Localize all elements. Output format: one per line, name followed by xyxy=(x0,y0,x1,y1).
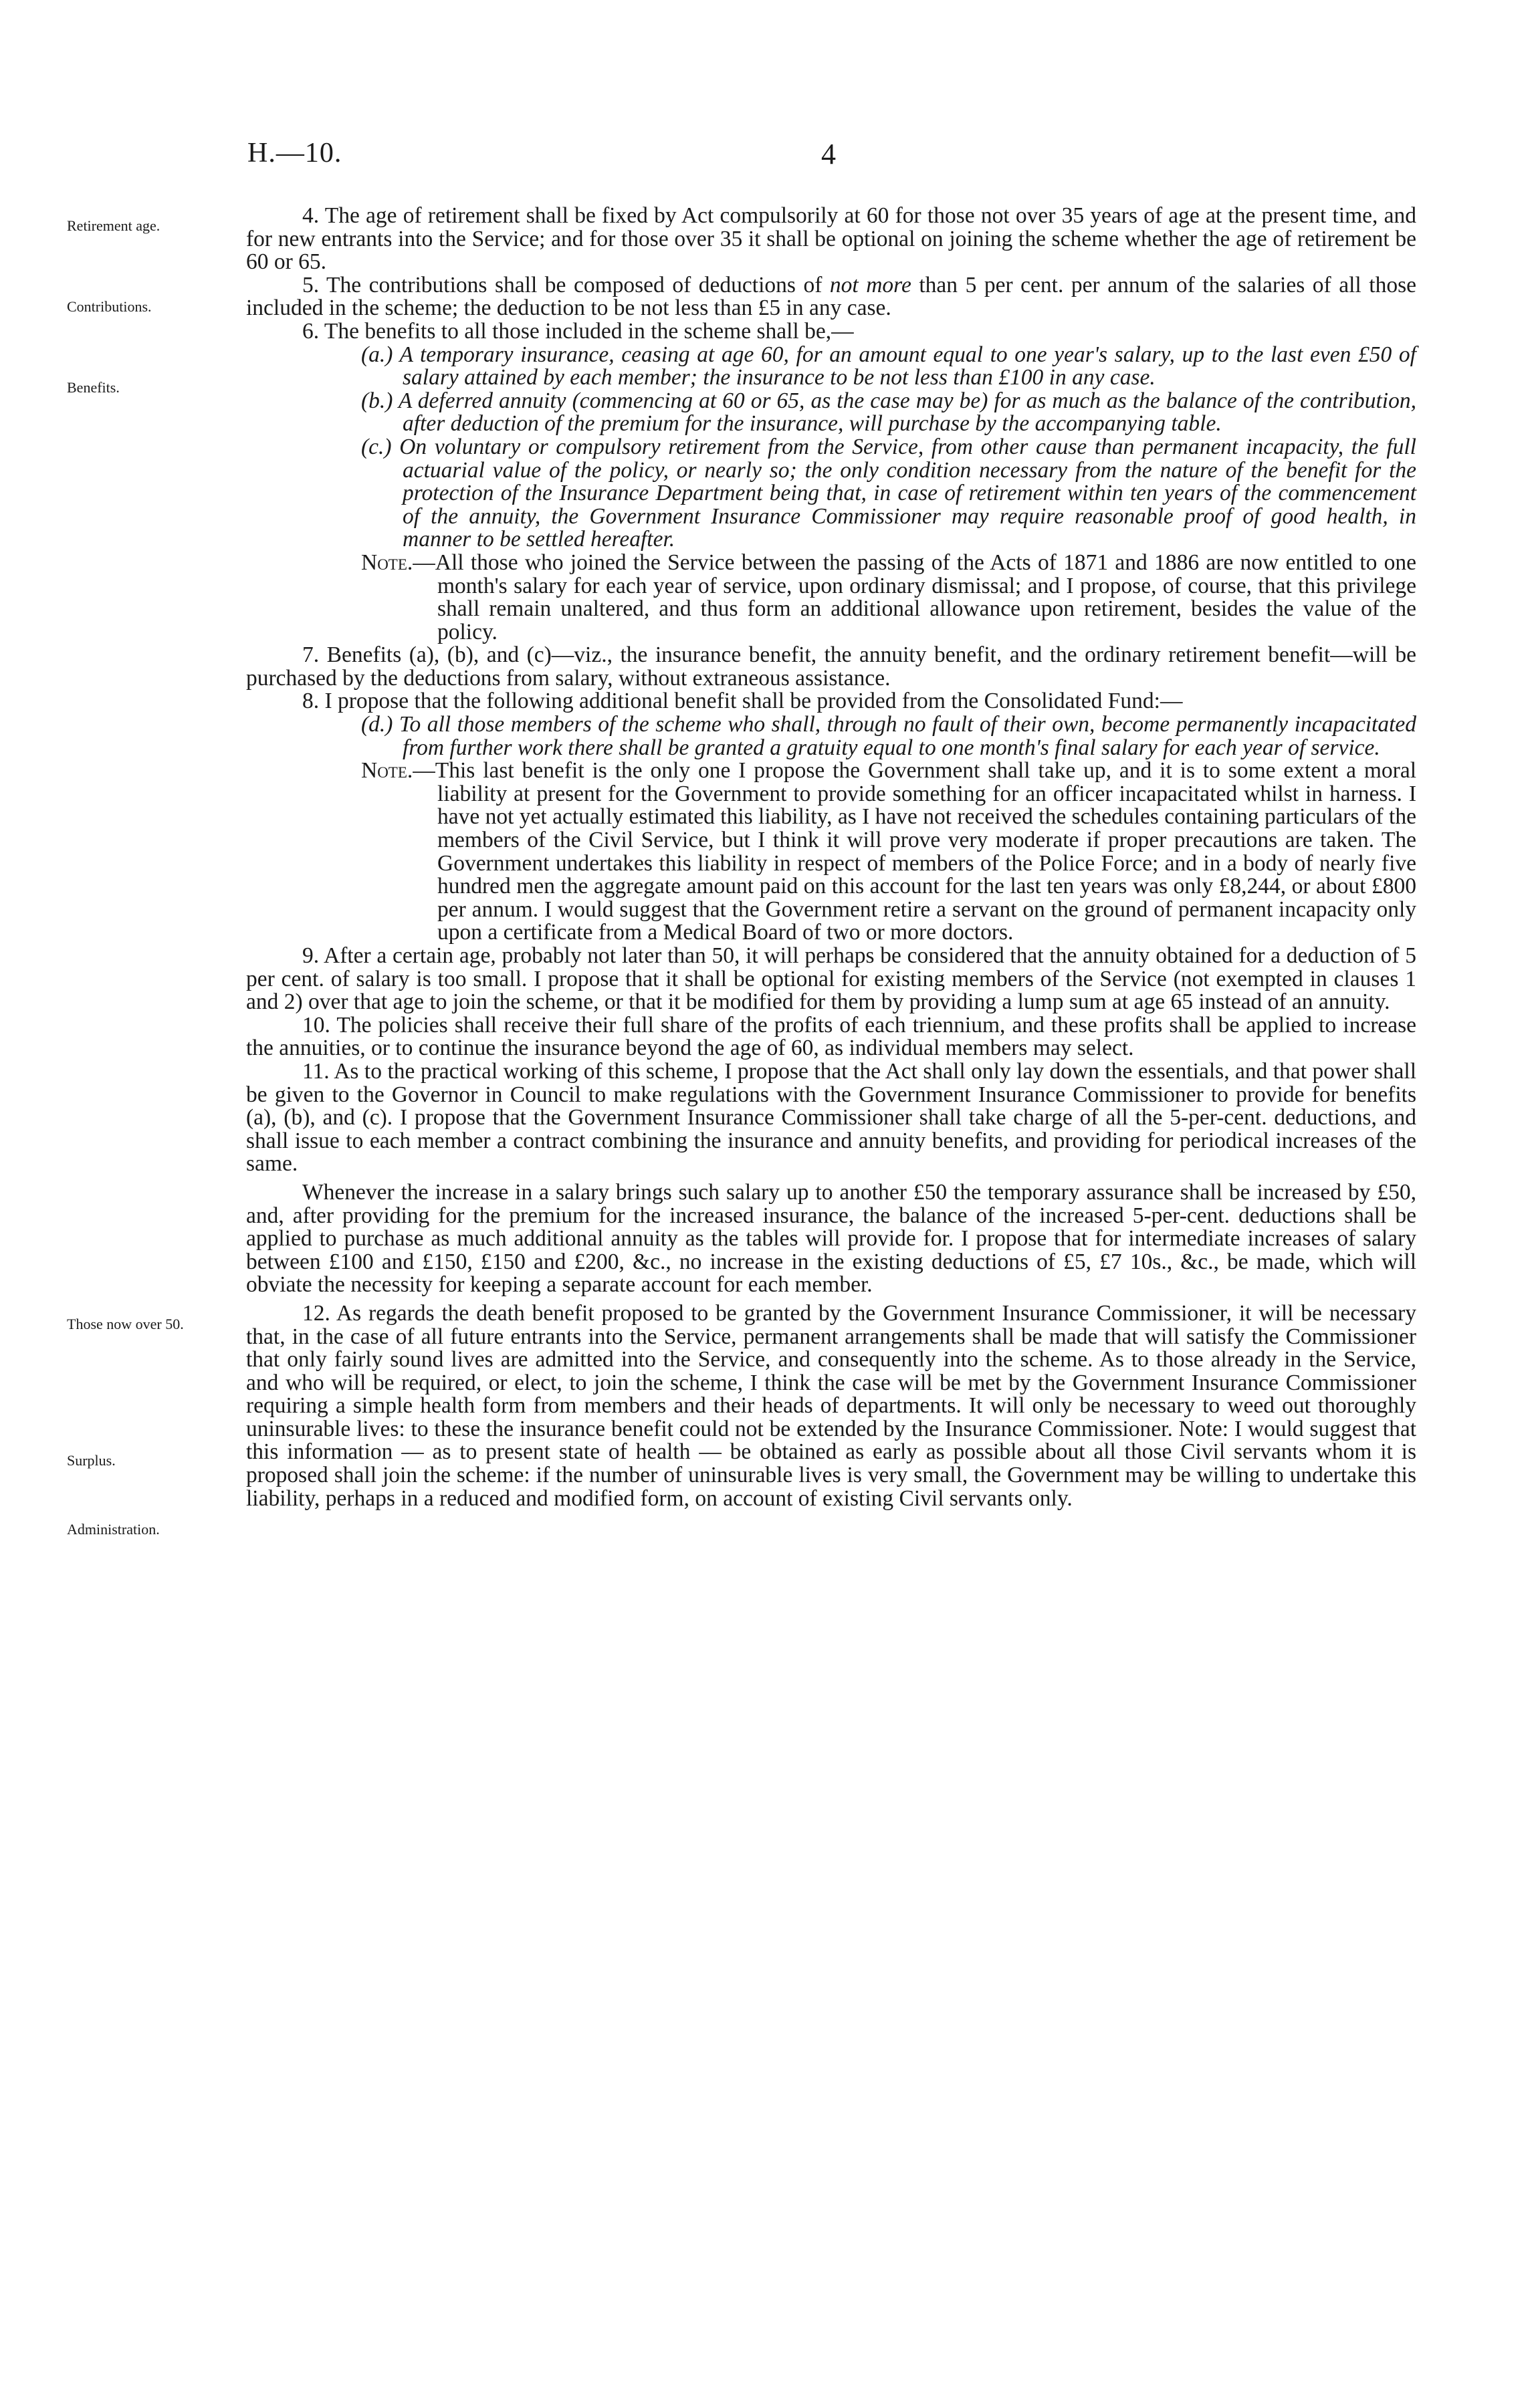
benefit-d-gratuity: (d.) To all those members of the scheme who shall, through no fault of their own, become permanently incapacitated from further work there shall be granted a gratuity equal to one month's final salary for each year of service. xyxy=(361,712,1416,760)
section-11-administration: 11. As to the practical working of this scheme, I propose that the Act shall only lay down the essentials, and that power shall be given to the Governor in Council to make regulations with the Government Insurance Commissioner to provide for benefits (a), (b), and (c). I propose that the Government Insurance Commissioner shall take charge of all the 5-per-cent. deductions, and shall issue to each member a contract combining the insurance and annuity benefits, and providing for periodical increases of the same. xyxy=(246,1058,1416,1177)
margin-note-benefits: Benefits. xyxy=(67,379,120,396)
benefit-a-temporary-insurance: (a.) A temporary insurance, ceasing at age 60, for an amount equal to one year's salary, up to the last even £50 of salary attained by each member; the insurance to be not less than £100 in any case. xyxy=(361,342,1416,390)
section-6-benefits: 6. The benefits to all those included in the scheme shall be,— xyxy=(302,318,854,344)
document-reference: H.—10. xyxy=(247,138,342,168)
page-number: 4 xyxy=(821,138,836,170)
margin-note-surplus: Surplus. xyxy=(67,1452,116,1469)
section-5-emphasis: not more xyxy=(829,272,911,297)
section-5-text-start: 5. The contributions shall be composed of deductions of xyxy=(302,272,830,297)
margin-notes xyxy=(67,0,241,2408)
section-5-text-end: than 5 per cent. per annum of the salaries of all those included in the scheme; the deduction to be not less than £5 in any case. xyxy=(246,272,1416,321)
margin-note-retirement-age: Retirement age. xyxy=(67,217,160,234)
benefit-c-retirement-value: (c.) On voluntary or compulsory retirement from the Service, from other cause than permanent incapacity, the full actuarial value of the policy, or nearly so; the only condition necessary from the nature of the benefit for the protection of the Insurance Department being that, in case of retirement within ten years of the commencement of the annuity, the Government Insurance Commissioner may require reasonable proof of good health, in manner to be settled hereafter. xyxy=(361,434,1416,552)
section-11-salary-increase: Whenever the increase in a salary brings such salary up to another £50 the temporary assurance shall be increased by £50, and, after providing for the premium for the increased insurance, the balance of the increased 5-per-cent. deductions shall be applied to purchase as much additional annuity as the tables will provide for. I propose that for intermediate increases of salary between £100 and £150, £150 and £200, &c., no increase in the existing deductions of £5, £7 10s., &c., be made, which will obviate the necessity for keeping a separate account for each member. xyxy=(246,1179,1416,1298)
document-body xyxy=(246,205,1416,1510)
margin-note-contributions: Contributions. xyxy=(67,298,152,315)
note-label: Note. xyxy=(361,758,413,784)
note-acts-1871-1886 xyxy=(246,552,1416,644)
section-10-surplus: 10. The policies shall receive their full share of the profits of each triennium, and these profits shall be applied to increase the annuities, or to continue the insurance beyond the age of 60, as individual members may select. xyxy=(246,1012,1416,1061)
section-4-retirement-age: 4. The age of retirement shall be fixed by Act compulsorily at 60 for those not over 35 years of age at the present time, and for new entrants into the Service; and for those over 35 it shall be optional on joining the scheme whether the age of retirement be 60 or 65. xyxy=(246,203,1416,275)
section-9-those-over-50: 9. After a certain age, probably not later than 50, it will perhaps be considered that the annuity obtained for a deduction of 5 per cent. of salary is too small. I propose that it shall be optional for existing members of the Service (not exempted in clauses 1 and 2) over that age to join the scheme, or that it be modified for them by providing a lump sum at age 65 instead of an annuity. xyxy=(246,943,1416,1015)
section-12-death-benefit: 12. As regards the death benefit proposed to be granted by the Government Insurance Commissioner, it will be necessary that, in the case of all future entrants into the Service, permanent arrangements shall be made that will satisfy the Commissioner that only fairly sound lives are admitted into the Service, and consequently into the scheme. As to those already in the Service, and who will be required, or elect, to join the scheme, I think the case will be met by the Government Insurance Commissioner requiring a simple health form from members and their heads of departments. It will only be necessary to weed out thoroughly uninsurable lives: to these the insurance benefit could not be extended by the Insurance Commissioner. Note: I would suggest that this information — as to present state of health — be obtained as early as possible about all those Civil servants whom it is proposed shall join the scheme: if the number of uninsurable lives is very small, the Government may be willing to undertake this liability, perhaps in a reduced and modified form, on account of existing Civil servants only. xyxy=(246,1300,1416,1511)
note-1-text: —All those who joined the Service between the passing of the Acts of 1871 and 1886 are now entitled to one month's salary for each year of service, upon ordinary dismissal; and I propose, of course, that this privilege shall remain unaltered, and thus form an additional allowance upon retirement, besides the value of the policy. xyxy=(413,550,1416,644)
section-5-contributions xyxy=(246,274,1416,320)
note-incapacity-liability xyxy=(246,759,1416,945)
note-2-text: —This last benefit is the only one I propose the Government shall take up, and it is to some extent a moral liability at present for the Government to provide something for an officer incapacitated whilst in harness. I have not yet actually estimated this liability, as I have not received the schedules containing particulars of the members of the Civil Service, but I think it will prove very moderate if proper precautions are taken. The Government undertakes this liability in respect of members of the Police Force; and in a body of nearly five hundred men the aggregate amount paid on this account for the last ten years was only £8,244, or about £800 per annum. I would suggest that the Government retire a servant on the ground of permanent incapacity only upon a certificate from a Medical Board of two or more doctors. xyxy=(413,758,1416,945)
margin-note-administration: Administration. xyxy=(67,1521,160,1538)
benefit-b-deferred-annuity: (b.) A deferred annuity (commencing at 60 or 65, as the case may be) for as much as the balance of the contribution, after deduction of the premium for the insurance, will purchase by the accompanying table. xyxy=(361,388,1416,437)
section-8: 8. I propose that the following additional benefit shall be provided from the Consolidated Fund:— xyxy=(302,689,1183,714)
page-header xyxy=(247,137,1297,177)
section-7: 7. Benefits (a), (b), and (c)—viz., the insurance benefit, the annuity benefit, and the ordinary retirement benefit—will be purchased by the deductions from salary, without extraneous assistance. xyxy=(246,642,1416,691)
margin-note-those-now-over-50: Those now over 50. xyxy=(67,1316,184,1332)
note-label: Note. xyxy=(361,550,413,575)
